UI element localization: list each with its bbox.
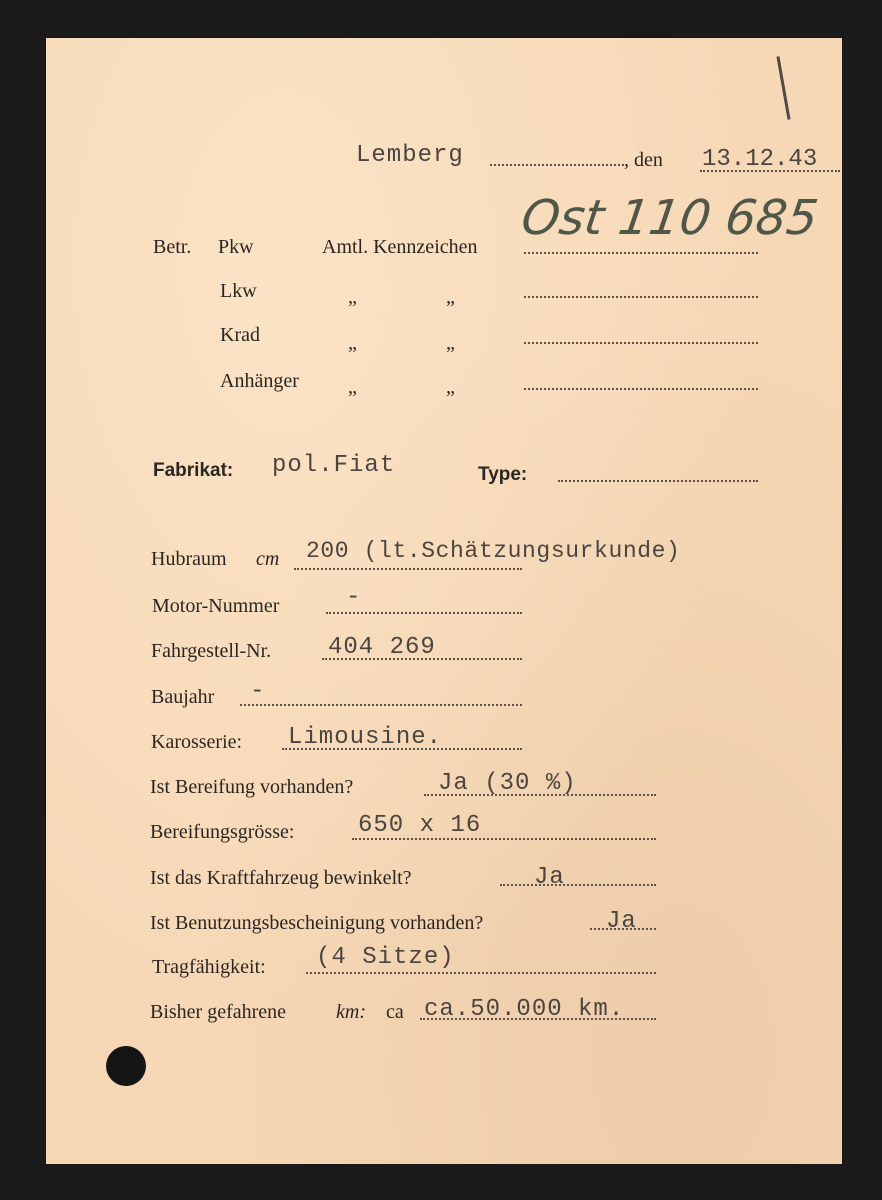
km-unit: km:	[336, 1001, 366, 1023]
bewinkelt-value: Ja	[534, 864, 565, 891]
km-ca-label: ca	[386, 1001, 404, 1023]
bereifung-dotted-line	[424, 794, 656, 796]
pkw-label: Pkw	[218, 236, 254, 258]
karosserie-label: Karosserie:	[151, 731, 243, 753]
benutzung-value: Ja	[606, 908, 637, 935]
ditto-mark: „	[446, 286, 455, 308]
fahrgestell-label: Fahrgestell-Nr.	[151, 640, 272, 662]
anhaenger-label: Anhänger	[220, 370, 299, 392]
lkw-dotted-line	[524, 296, 758, 298]
km-value: ca.50.000 km.	[424, 996, 625, 1023]
baujahr-dotted-line	[240, 704, 522, 706]
bereifung-value: Ja (30 %)	[438, 770, 577, 797]
krad-label: Krad	[220, 324, 260, 346]
hubraum-label: Hubraum	[151, 548, 227, 570]
krad-dotted-line	[524, 342, 758, 344]
den-label: , den	[624, 149, 663, 171]
bewinkelt-dotted-line	[500, 884, 656, 886]
benutzung-dotted-line	[590, 928, 656, 930]
anhaenger-dotted-line	[524, 388, 758, 390]
fahrgestell-value: 404 269	[328, 634, 436, 661]
bereifung-label: Ist Bereifung vorhanden?	[150, 776, 354, 798]
kennzeichen-label: Amtl. Kennzeichen	[322, 236, 478, 258]
trag-value: (4 Sitze)	[316, 944, 455, 971]
hubraum-value: 200 (lt.Schätzungsurkunde)	[306, 538, 681, 564]
motor-value: -	[346, 584, 362, 611]
ditto-mark: „	[446, 376, 455, 398]
karosserie-value: Limousine.	[288, 724, 443, 751]
trag-label: Tragfähigkeit:	[152, 956, 266, 978]
groesse-dotted-line	[352, 838, 656, 840]
trag-dotted-line	[306, 972, 656, 974]
km-dotted-line	[420, 1018, 656, 1020]
plate-number-handwritten: Ost 110 685	[518, 190, 822, 246]
groesse-label: Bereifungsgrösse:	[150, 821, 295, 843]
ditto-mark: „	[348, 286, 357, 308]
benutzung-label: Ist Benutzungsbescheinigung vorhanden?	[150, 912, 484, 934]
pkw-dotted-line	[524, 252, 758, 254]
betr-label: Betr.	[153, 236, 192, 258]
fabrikat-value: pol.Fiat	[272, 452, 396, 479]
hubraum-dotted-line	[294, 568, 522, 570]
lkw-label: Lkw	[220, 280, 257, 302]
motor-dotted-line	[326, 612, 522, 614]
groesse-value: 650 x 16	[358, 812, 482, 839]
hubraum-unit: cm	[256, 548, 280, 570]
fabrikat-label: Fabrikat:	[153, 460, 234, 481]
ditto-mark: „	[348, 332, 357, 354]
ditto-mark: „	[446, 332, 455, 354]
baujahr-value: -	[250, 678, 266, 705]
city-dotted-line	[490, 164, 624, 166]
date-value: 13.12.43	[702, 146, 818, 173]
fahrgestell-dotted-line	[322, 658, 522, 660]
ditto-mark: „	[348, 376, 357, 398]
type-label: Type:	[478, 464, 528, 485]
motor-label: Motor-Nummer	[152, 595, 280, 617]
punch-hole	[106, 1046, 146, 1086]
type-dotted-line	[558, 480, 758, 482]
km-label: Bisher gefahrene	[150, 1001, 287, 1023]
city-value: Lemberg	[356, 142, 464, 169]
date-dotted-line	[700, 170, 840, 172]
bewinkelt-label: Ist das Kraftfahrzeug bewinkelt?	[150, 867, 412, 889]
baujahr-label: Baujahr	[151, 686, 215, 708]
karosserie-dotted-line	[282, 748, 522, 750]
